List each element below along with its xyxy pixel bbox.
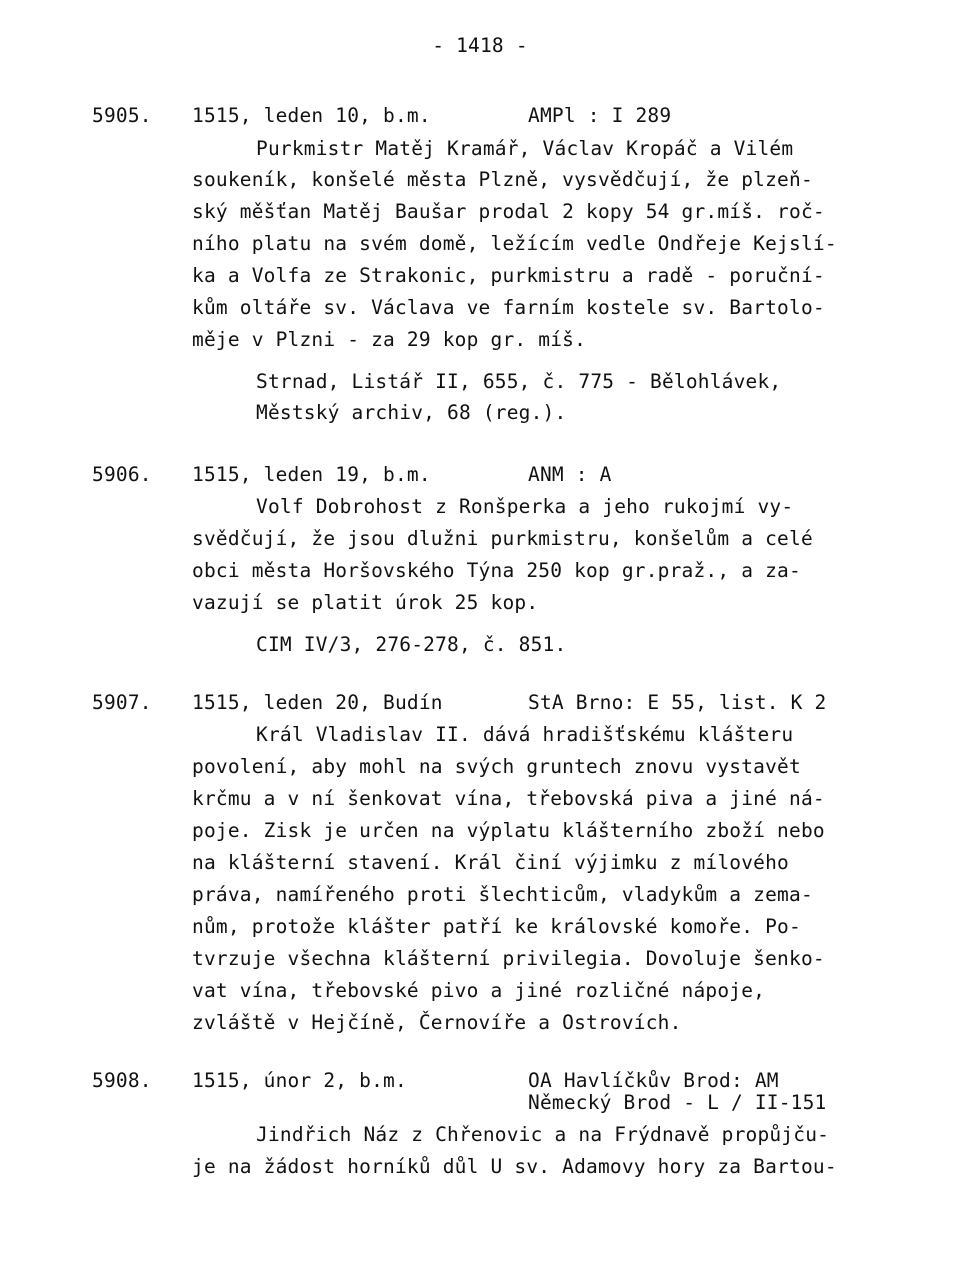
entry-text-line: zvláště v Hejčíně, Černovíře a Ostrovích.	[192, 1011, 682, 1034]
entry-source-line: CIM IV/3, 276-278, č. 851.	[256, 633, 567, 656]
entry-text-line: krčmu a v ní šenkovat vína, třebovská piva a jiné ná-	[192, 787, 825, 810]
entry-archive-line2: Německý Brod - L / II-151	[528, 1091, 827, 1114]
entry-archive: OA Havlíčkův Brod: AM	[528, 1069, 779, 1092]
entry-text-line: měje v Plzni - za 29 kop gr. míš.	[192, 328, 587, 351]
entry-source-line: Strnad, Listář II, 655, č. 775 - Bělohlávek,	[256, 370, 782, 393]
entry-archive: ANM : A	[528, 463, 612, 486]
entry-text-line: soukeník, konšelé města Plzně, vysvědčují, že plzeň-	[192, 168, 813, 191]
entry-text-line: nům, protože klášter patří ke královské komoře. Po-	[192, 915, 801, 938]
entry-number: 5907.	[92, 691, 152, 714]
entry-archive: AMPl : I 289	[528, 104, 672, 127]
entry-number: 5906.	[92, 463, 152, 486]
entry-number: 5908.	[92, 1069, 152, 1092]
entry-date: 1515, leden 10, b.m.	[192, 104, 431, 127]
entry-date: 1515, leden 20, Budín	[192, 691, 443, 714]
entry-text-line: ský měšťan Matěj Baušar prodal 2 kopy 54 gr.míš. roč-	[192, 200, 825, 223]
entry-source-line: Městský archiv, 68 (reg.).	[256, 401, 567, 424]
entry-text-line: na klášterní stavení. Král činí výjimku z mílového	[192, 851, 789, 874]
entry-text-line: je na žádost horníků důl U sv. Adamovy hory za Bartou-	[192, 1155, 837, 1178]
entry-number: 5905.	[92, 104, 152, 127]
entry-text-line: Král Vladislav II. dává hradišťskému klášteru	[256, 723, 794, 746]
entry-text-line: vazují se platit úrok 25 kop.	[192, 591, 539, 614]
entry-text-line: tvrzuje všechna klášterní privilegia. Dovoluje šenko-	[192, 947, 825, 970]
entry-archive: StA Brno: E 55, list. K 2	[528, 691, 827, 714]
entry-text-line: Jindřich Náz z Chřenovic a na Frýdnavě propůjču-	[256, 1123, 830, 1146]
entry-date: 1515, únor 2, b.m.	[192, 1069, 407, 1092]
entry-text-line: ního platu na svém domě, ležícím vedle Ondřeje Kejslí-	[192, 232, 837, 255]
entry-text-line: Volf Dobrohost z Ronšperka a jeho rukojmí vy-	[256, 495, 794, 518]
entry-text-line: vat vína, třebovské pivo a jiné rozličné nápoje,	[192, 979, 766, 1002]
entry-text-line: obci města Horšovského Týna 250 kop gr.praž., a za-	[192, 559, 801, 582]
entry-text-line: povolení, aby mohl na svých gruntech znovu vystavět	[192, 755, 801, 778]
page-number: - 1418 -	[432, 34, 528, 57]
entry-date: 1515, leden 19, b.m.	[192, 463, 431, 486]
entry-text-line: práva, namířeného proti šlechticům, vladykům a zema-	[192, 883, 813, 906]
entry-text-line: poje. Zisk je určen na výplatu klášterního zboží nebo	[192, 819, 825, 842]
entry-text-line: ka a Volfa ze Strakonic, purkmistru a radě - poruční-	[192, 264, 825, 287]
entry-text-line: svědčují, že jsou dlužni purkmistru, konšelům a celé	[192, 527, 813, 550]
entry-text-line: kům oltáře sv. Václava ve farním kostele sv. Bartolo-	[192, 296, 825, 319]
entry-text-line: Purkmistr Matěj Kramář, Václav Kropáč a Vilém	[256, 137, 794, 160]
